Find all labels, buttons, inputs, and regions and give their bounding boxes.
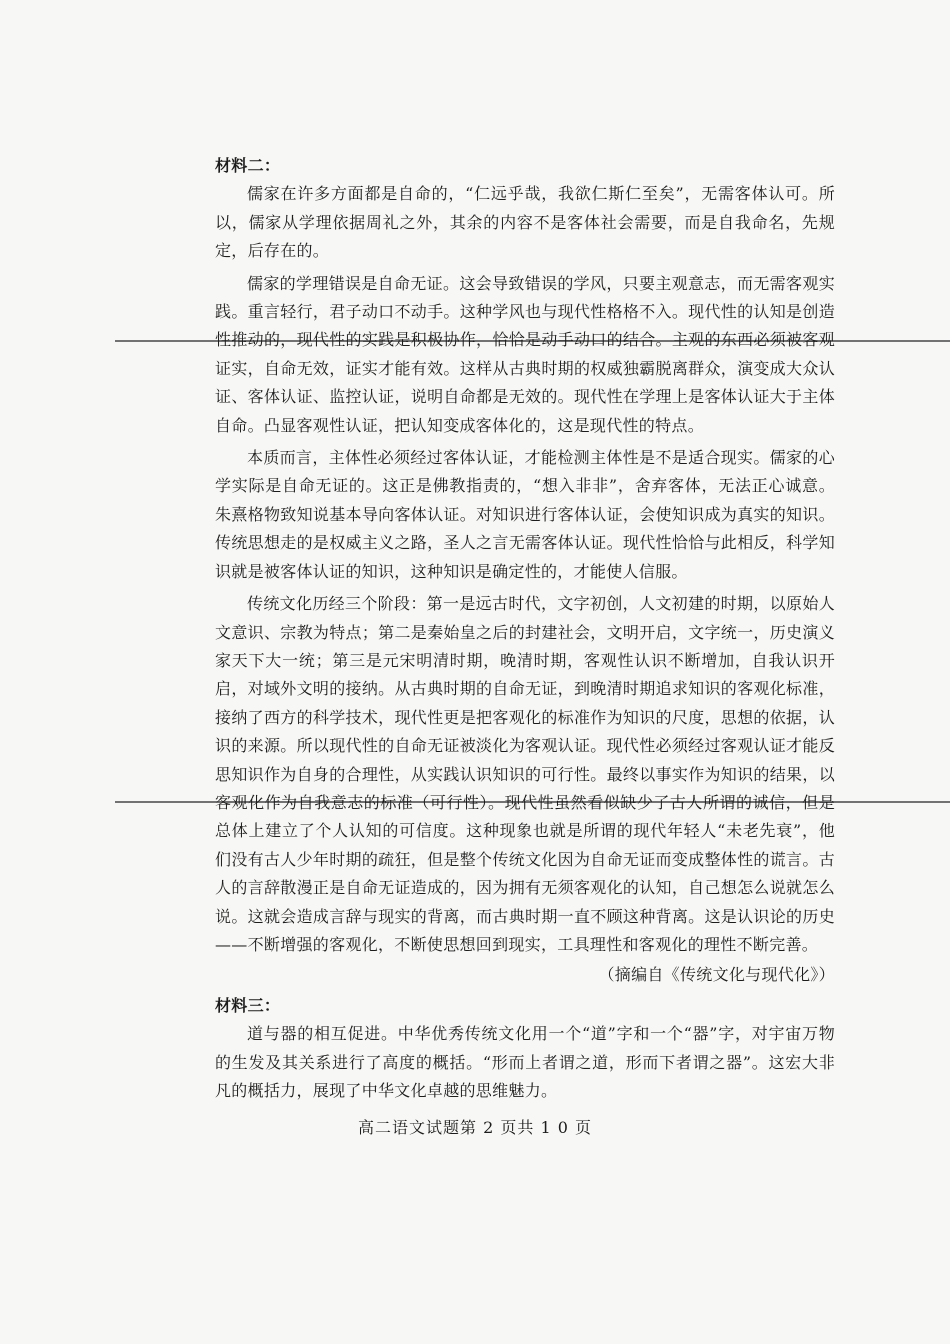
material-three-paragraph-1: 道与器的相互促进。中华优秀传统文化用一个“道”字和一个“器”字，对宇宙万物的生发及其关系进行了高度的概括。“形而上者谓之道，形而下者谓之器”。这宏大非凡的概括力，展现了中华文化卓越的思维魅力。: [215, 1024, 835, 1100]
article-content: [215, 152, 835, 1109]
material-two-paragraph-3: 本质而言，主体性必须经过客体认证，才能检测主体性是不是适合现实。儒家的心学实际是自命无证的。这正是佛教指责的，“想入非非”，舍弃客体，无法正心诚意。朱熹格物致知说基本导向客体认证。对知识进行客体认证，会使知识成为真实的知识。传统思想走的是权威主义之路，圣人之言无需客体认证。现代性恰恰与此相反，科学知识就是被客体认证的知识，这种知识是确定性的，才能使人信服。: [215, 448, 835, 581]
material-three-heading: 材料三：: [215, 995, 281, 1015]
material-two-paragraph-4: 传统文化历经三个阶段：第一是远古时代，文字初创，人文初建的时期，以原始人文意识、宗教为特点；第二是秦始皇之后的封建社会，文明开启，文字统一，历史演义家天下大一统；第三是元宋明清时期，晚清时期，客观性认识不断增加，自我认识开启，对域外文明的接纳。从古典时期的自命无证，到晚清时期追求知识的客观化标准，接纳了西方的科学技术，现代性更是把客观化的标准作为知识的尺度，思想的依据，认识的来源。所以现代性的自命无证被淡化为客观认证。现代性必须经过客观认证才能反思知识作为自身的合理性，从实践认识知识的可行性。最终以事实作为知识的结果，以客观化作为自我意志的标准（可行性）。现代性虽然看似缺少了古人所谓的诚信，但是总体上建立了个人认知的可信度。这种现象也就是所谓的现代年轻人“未老先衰”，他们没有古人少年时期的疏狂，但是整个传统文化因为自命无证而变成整体性的谎言。古人的言辞散漫正是自命无证造成的，因为拥有无须客观化的认知，自己想怎么说就怎么说。这就会造成言辞与现实的背离，而古典时期一直不顾这种背离。这是认识论的历史——不断增强的客观化，不断使思想回到现实，工具理性和客观化的理性不断完善。: [215, 594, 835, 954]
material-two-source: （摘编自《传统文化与现代化》）: [598, 965, 835, 985]
page-footer: 高二语文试题第 2 页共 1 0 页: [358, 1118, 592, 1137]
material-two-paragraph-1: 儒家在许多方面都是自命的，“仁远乎哉，我欲仁斯仁至矣”，无需客体认可。所以，儒家从学理依据周礼之外，其余的内容不是客体社会需要，而是自我命名，先规定，后存在的。: [215, 184, 835, 261]
material-two-heading: 材料二：: [215, 156, 281, 175]
material-two-paragraph-2: 儒家的学理错误是自命无证。这会导致错误的学风，只要主观意志，而无需客观实践。重言轻行，君子动口不动手。这种学风也与现代性格格不入。现代性的认知是创造性推动的，现代性的实践是积极协作，恰恰是动手动口的结合。主观的东西必须被客观证实，自命无效，证实才能有效。这样从古典时期的权威独霸脱离群众，演变成大众认证、客体认证、监控认证，说明自命都是无效的。现代性在学理上是客体认证大于主体自命。凸显客观性认证，把认知变成客体化的，这是现代性的特点。: [215, 273, 835, 435]
